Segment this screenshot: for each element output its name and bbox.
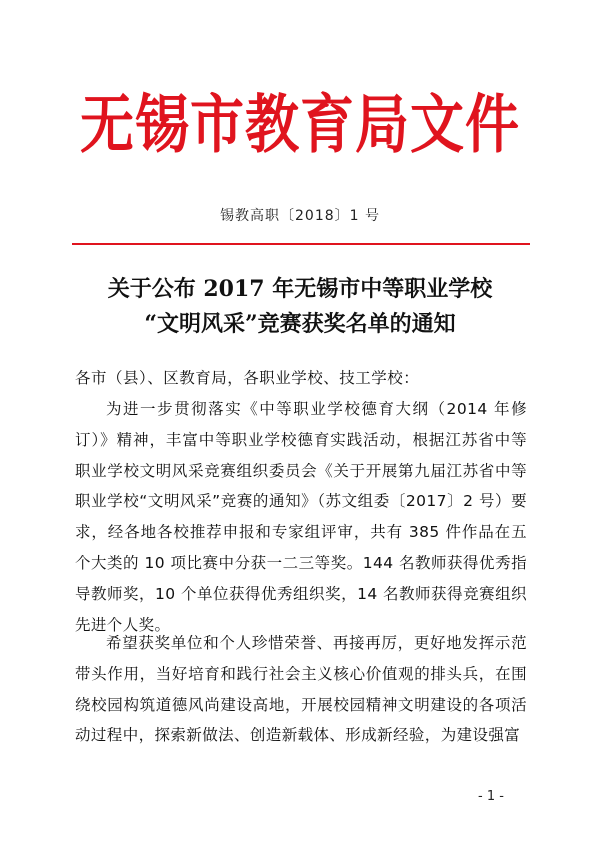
title-line-2: “文明风采”竞赛获奖名单的通知	[144, 311, 456, 337]
red-divider-line	[72, 243, 530, 245]
page-number: - 1 -	[478, 789, 504, 804]
salutation: 各市（县）、区教育局，各职业学校、技工学校：	[75, 369, 420, 387]
body-paragraph-1: 为进一步贯彻落实《中等职业学校德育大纲（2014 年修订）》精神，丰富中等职业学校德育实践活动，根据江苏省中等职业学校文明风采竞赛组织委员会《关于开展第九届江苏省中等职业学校“文明风采”竞赛的通知》（苏文组委〔2017〕2 号）要求，经各地各校推荐申报和专家组评审，共有 385 件作品在五个大类的 10 项比赛中分获一二三等奖。144 名教师获得优秀指导教师奖，10 个单位获得优秀组织奖，14 名教师获得竞赛组织先进个人奖。	[75, 400, 527, 634]
issuer-header: 无锡市教育局文件	[80, 86, 520, 162]
document-number: 锡教高职〔2018〕1 号	[220, 208, 380, 224]
document-title	[0, 272, 600, 342]
body-paragraph-2: 希望获奖单位和个人珍惜荣誉、再接再厉，更好地发挥示范带头作用，当好培育和践行社会主义核心价值观的排头兵，在围绕校园构筑道德风尚建设高地，开展校园精神文明建设的各项活动过程中，探索新做法、创造新载体、形成新经验，为建设强富	[75, 634, 527, 745]
title-line-1: 关于公布 2017 年无锡市中等职业学校	[107, 276, 493, 302]
